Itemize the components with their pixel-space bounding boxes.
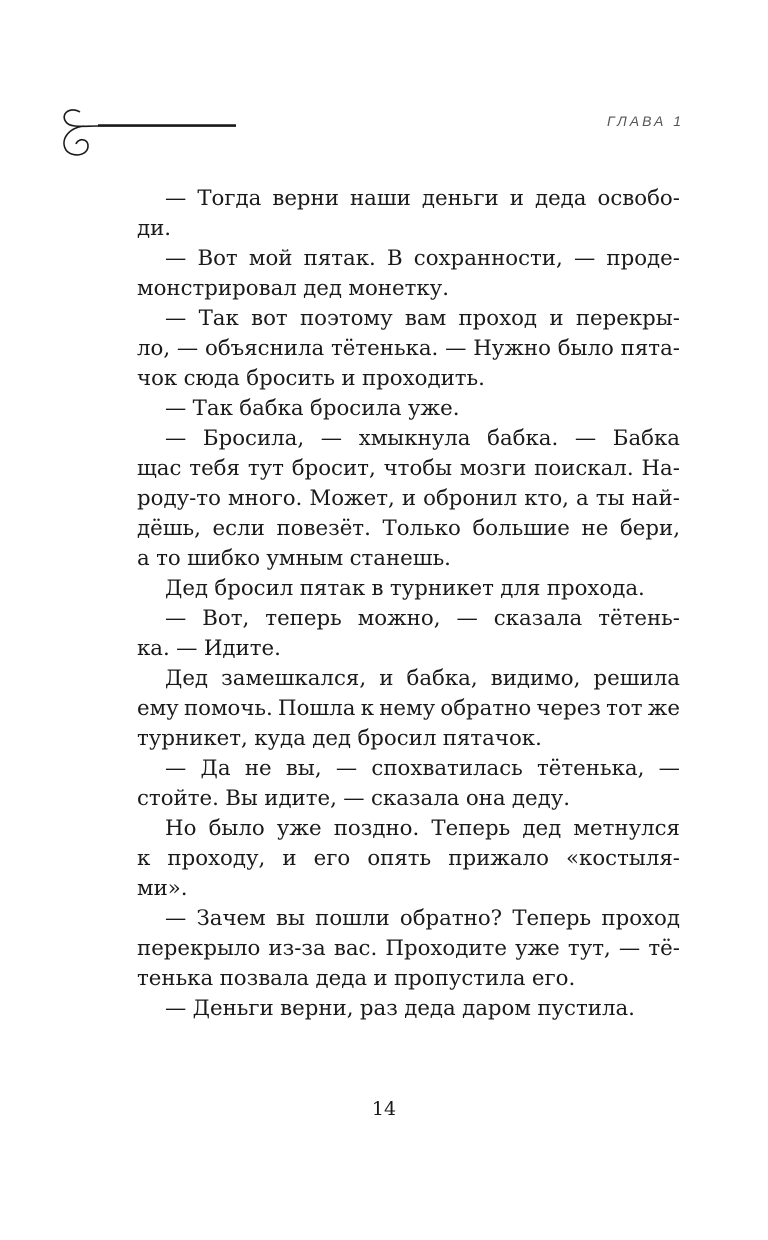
body-text xyxy=(137,184,680,1024)
text-line: ка. — Идите. xyxy=(137,636,281,661)
text-line: монстрировал дед монетку. xyxy=(137,276,449,301)
text-line: — Так бабка бросила уже. xyxy=(165,396,460,421)
text-line: — Да не вы, — спохватилась тётенька, — xyxy=(165,756,680,781)
text-line: — Вот мой пятак. В сохранности, — проде- xyxy=(165,246,680,271)
text-line: Дед бросил пятак в турникет для прохода. xyxy=(165,576,645,601)
text-line: а то шибко умным станешь. xyxy=(137,546,451,571)
text-line: Но было уже поздно. Теперь дед метнулся xyxy=(165,816,680,841)
page-number: 14 xyxy=(371,1098,397,1120)
text-line: — Деньги верни, раз деда даром пустила. xyxy=(165,996,635,1021)
text-line: турникет, куда дед бросил пятачок. xyxy=(137,726,542,751)
text-line: Дед замешкался, и бабка, видимо, решила xyxy=(165,666,680,691)
text-line: — Вот, теперь можно, — сказала тётень- xyxy=(165,606,680,631)
text-line: дёшь, если повезёт. Только большие не бери, xyxy=(137,516,680,541)
text-line: роду-то много. Может, и обронил кто, а ты най- xyxy=(137,486,680,511)
text-line: — Тогда верни наши деньги и деда освобо- xyxy=(165,186,680,211)
running-head: ГЛАВА 1 xyxy=(607,113,684,129)
text-line: чок сюда бросить и проходить. xyxy=(137,366,485,391)
text-line: ло, — объяснила тётенька. — Нужно было пята- xyxy=(137,336,680,361)
chapter-ornament-swash-icon xyxy=(58,104,248,164)
text-line: перекрыло из-за вас. Проходите уже тут, — тё- xyxy=(137,936,680,961)
text-line: стойте. Вы идите, — сказала она деду. xyxy=(137,786,571,811)
text-line: ми». xyxy=(137,876,188,901)
text-line: к проходу, и его опять прижало «костыля- xyxy=(137,846,680,871)
page-header xyxy=(0,0,768,170)
text-line: щас тебя тут бросит, чтобы мозги поискал. На- xyxy=(137,456,680,481)
text-line: ему помочь. Пошла к нему обратно через тот же xyxy=(137,696,680,721)
text-line: — Так вот поэтому вам проход и перекры- xyxy=(165,306,680,331)
text-line: тенька позвала деда и пропустила его. xyxy=(137,966,576,991)
text-line: ди. xyxy=(137,216,172,241)
text-line: — Бросила, — хмыкнула бабка. — Бабка xyxy=(165,426,680,451)
text-line: — Зачем вы пошли обратно? Теперь проход xyxy=(165,906,680,931)
